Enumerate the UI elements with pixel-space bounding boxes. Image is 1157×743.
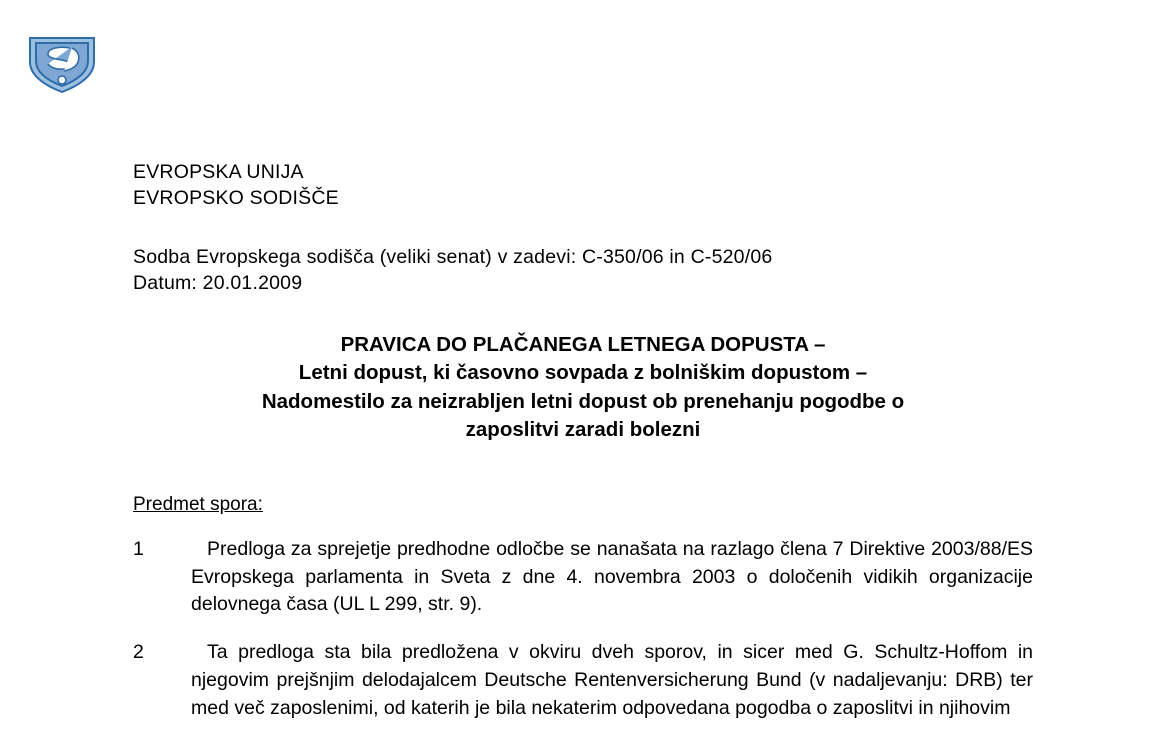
document-body: [133, 160, 1033, 722]
case-date: Datum: 20.01.2009: [133, 272, 303, 295]
organization-line-1: EVROPSKA UNIJA: [133, 161, 304, 183]
paragraph-number: 1: [133, 538, 144, 561]
organization-line-2: EVROPSKO SODIŠČE: [133, 186, 339, 209]
paragraph-number: 2: [133, 641, 144, 664]
title-line-3: Nadomestilo za neizrabljen letni dopust ob prenehanju pogodbe o: [261, 389, 905, 413]
paragraph-text: Ta predloga sta bila predložena v okviru dveh sporov, in sicer med G. Schultz-Hoffom in njegovim prejšnjim delodajalcem Deutsche Rentenversicherung Bund (v nadaljevanju: DRB) ter med več zaposlenimi, od katerih je bila nekaterim odpovedana pogodba o zaposlitvi in njihovim: [191, 641, 1033, 719]
supreme-court-shield-logo-icon: [22, 32, 102, 94]
title-line-2: Letni dopust, ki časovno sovpada z bolniškim dopustom –: [298, 361, 868, 385]
page-title: [133, 331, 1033, 444]
subject-heading-wrap: [133, 444, 1033, 516]
organization-block: [133, 160, 1033, 211]
case-info-block: [133, 245, 1033, 296]
title-line-1: PRAVICA DO PLAČANEGA LETNEGA DOPUSTA –: [340, 332, 826, 356]
paragraph-2: [133, 639, 1033, 722]
paragraph-1: [133, 536, 1033, 619]
case-reference: Sodba Evropskega sodišča (veliki senat) v zadevi: C-350/06 in C-520/06: [133, 246, 773, 269]
paragraph-text: Predloga za sprejetje predhodne odločbe se nanašata na razlago člena 7 Direktive 2003/88/ES Evropskega parlamenta in Sveta z dne 4. novembra 2003 o določenih vidikih organizacije delovnega časa (UL L 299, str. 9).: [191, 538, 1033, 616]
subject-heading: Predmet spora:: [133, 494, 263, 516]
title-line-4: zaposlitvi zaradi bolezni: [465, 417, 701, 441]
